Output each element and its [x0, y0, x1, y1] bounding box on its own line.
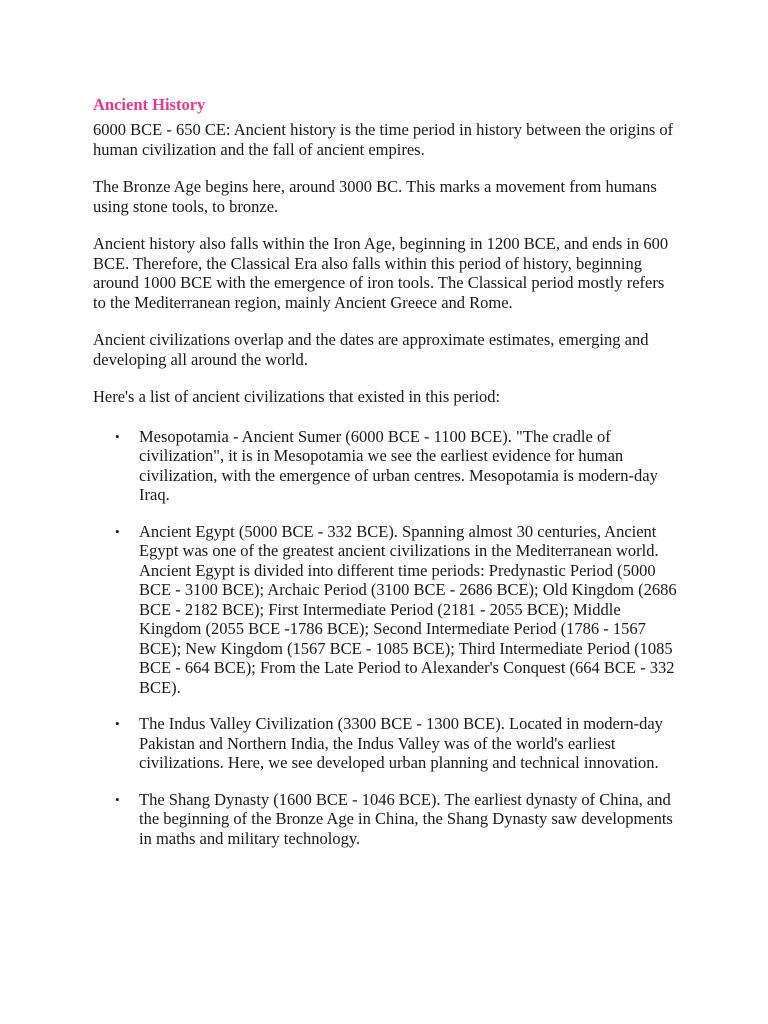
- paragraph-bronze-age: The Bronze Age begins here, around 3000 BC. This marks a movement from humans using stone tools, to bronze.: [93, 177, 657, 216]
- civilization-list: [93, 427, 678, 849]
- bullet-icon: •: [115, 523, 120, 539]
- bullet-icon: •: [115, 428, 120, 444]
- paragraph-overlap: Ancient civilizations overlap and the dates are approximate estimates, emerging and developing all around the world.: [93, 330, 649, 369]
- list-item-mesopotamia: [93, 427, 679, 505]
- list-item-shang-dynasty: [93, 790, 679, 849]
- bullet-icon: •: [115, 791, 120, 807]
- paragraph-list-intro: Here's a list of ancient civilizations that existed in this period:: [93, 387, 501, 406]
- list-item-text: The Indus Valley Civilization (3300 BCE - 1300 BCE). Located in modern-day Pakistan and Northern India, the Indus Valley was of the world's earliest civilizations. Here, we see developed urban planning and technical innovation.: [139, 714, 663, 772]
- list-item-ancient-egypt: [93, 522, 679, 698]
- list-item-indus-valley: [93, 714, 679, 773]
- paragraph-intro: 6000 BCE - 650 CE: Ancient history is the time period in history between the origins of human civilization and the fall of ancient empires.: [93, 120, 674, 159]
- list-item-text: Mesopotamia - Ancient Sumer (6000 BCE - 1100 BCE). "The cradle of civilization", it is in Mesopotamia we see the earliest evidence for human civilization, with the emergence of urban centres. Mesopotamia is modern-day Iraq.: [139, 426, 658, 504]
- page-title: Ancient History: [93, 95, 206, 114]
- list-item-text: The Shang Dynasty (1600 BCE - 1046 BCE). The earliest dynasty of China, and the beginning of the Bronze Age in China, the Shang Dynasty saw developments in maths and military technology.: [139, 789, 673, 848]
- paragraph-iron-age: Ancient history also falls within the Iron Age, beginning in 1200 BCE, and ends in 600 BCE. Therefore, the Classical Era also falls within this period of history, beginning around 1000 BCE with the emergence of iron tools. The Classical period mostly refers to the Mediterranean region, mainly Ancient Greece and Rome.: [93, 234, 669, 312]
- list-item-text: Ancient Egypt (5000 BCE - 332 BCE). Spanning almost 30 centuries, Ancient Egypt was one of the greatest ancient civilizations in the Mediterranean world. Ancient Egypt is divided into different time periods: Predynastic Period (5000 BCE - 3100 BCE); Archaic Period (3100 BCE - 2686 BCE); Old Kingdom (2686 BCE - 2182 BCE); First Intermediate Period (2181 - 2055 BCE); Middle Kingdom (2055 BCE -1786 BCE); Second Intermediate Period (1786 - 1567 BCE); New Kingdom (1567 BCE - 1085 BCE); Third Intermediate Period (1085 BCE - 664 BCE); From the Late Period to Alexander's Conquest (664 BCE - 332 BCE).: [139, 521, 677, 697]
- bullet-icon: •: [115, 716, 120, 731]
